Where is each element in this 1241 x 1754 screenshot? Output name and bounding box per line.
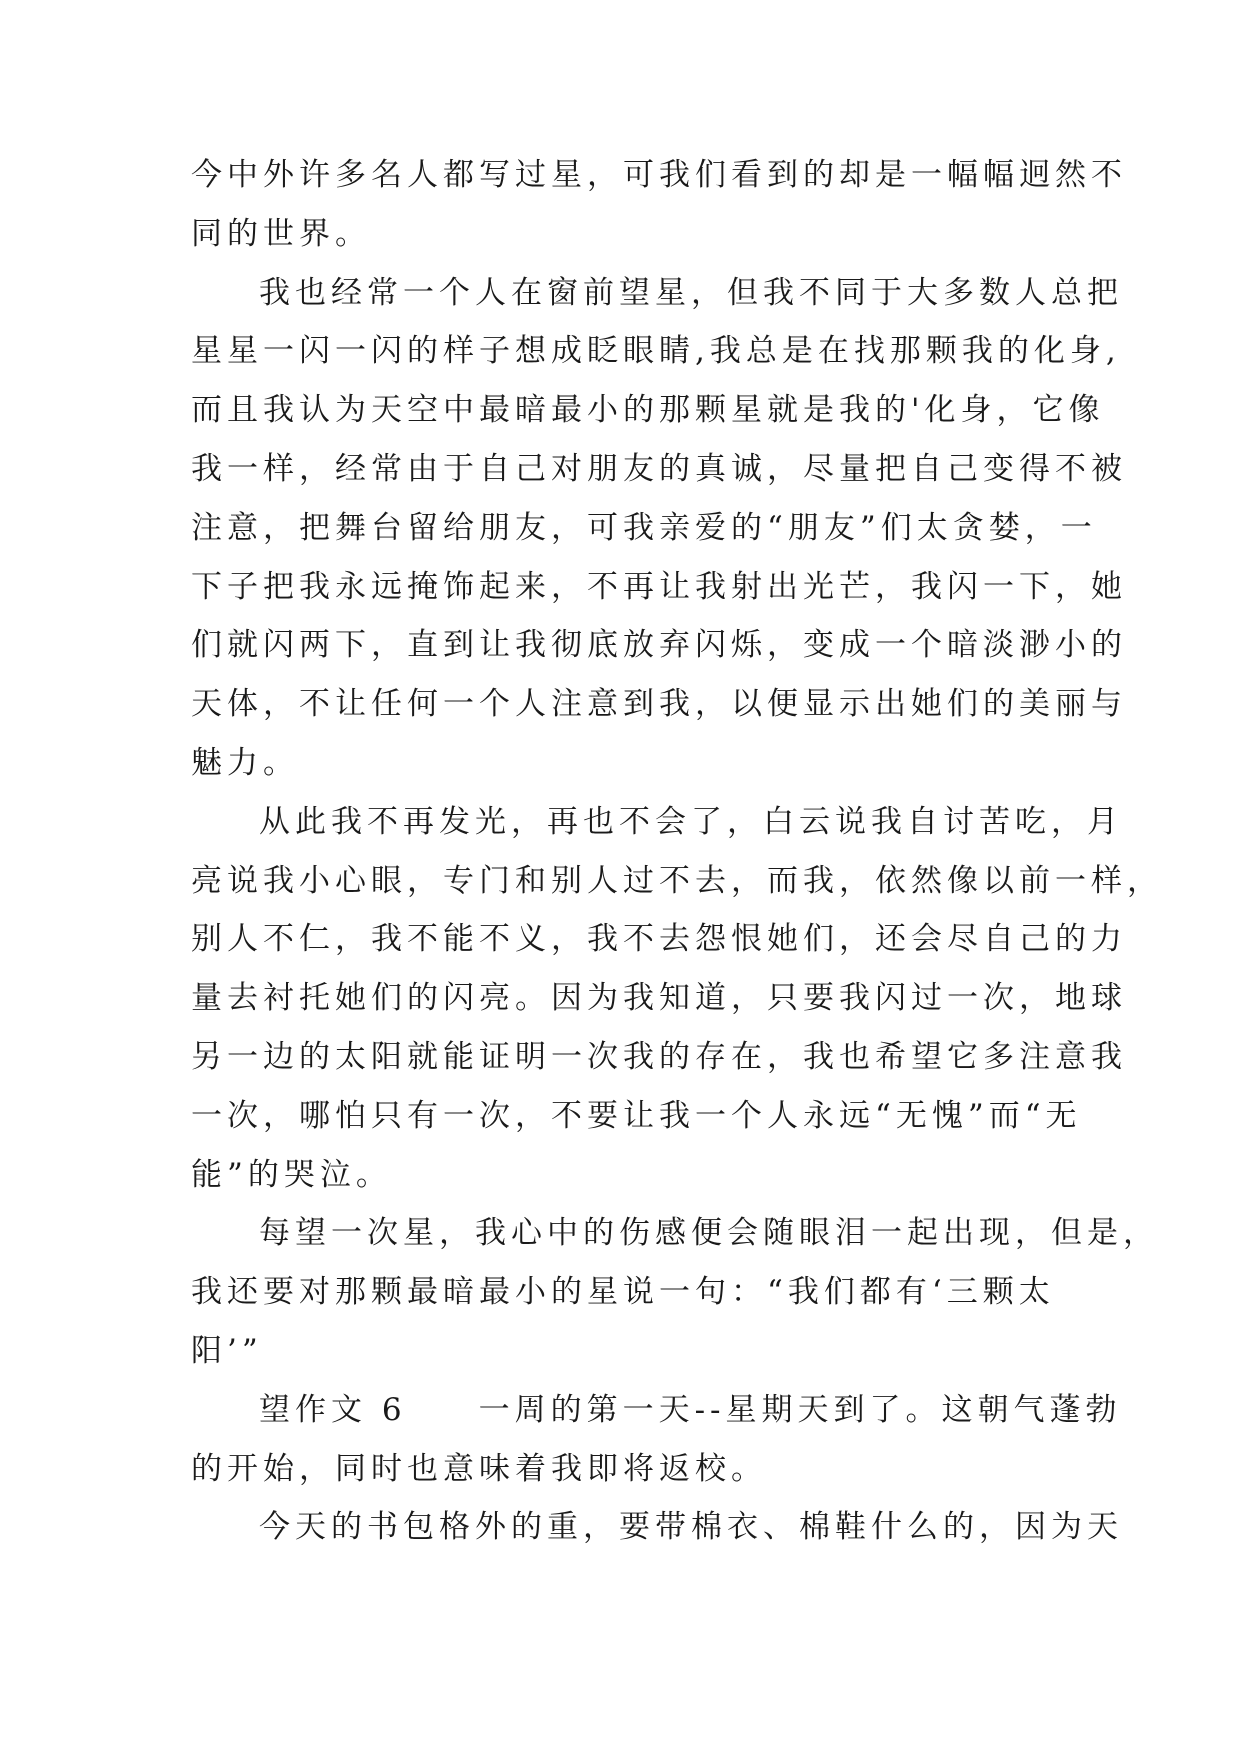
text-line: 望作文 6 一周的第一天--星期天到了。这朝气蓬勃 (259, 1391, 1122, 1428)
text-line: 阳’” (191, 1332, 263, 1369)
text-line: 的开始，同时也意味着我即将返校。 (191, 1450, 767, 1487)
paragraph (191, 1204, 1159, 1380)
paragraph (191, 264, 1127, 793)
text-line: 魅力。 (191, 744, 299, 781)
paragraph (191, 146, 1127, 264)
text-line: 每望一次星，我心中的伤感便会随眼泪一起出现，但是， (259, 1215, 1159, 1252)
text-line: 从此我不再发光，再也不会了，白云说我自讨苦吃，月 (259, 803, 1123, 840)
paragraph (191, 1381, 1122, 1499)
text-line: 今天的书包格外的重，要带棉衣、棉鞋什么的，因为天 (259, 1509, 1123, 1546)
paragraph (191, 793, 1163, 1205)
essay-body (191, 146, 1163, 1557)
text-line: 一次，哪怕只有一次，不要让我一个人永远“无愧”而“无 (191, 1097, 1082, 1134)
text-line: 注意，把舞台留给朋友，可我亲爱的“朋友”们太贪婪，一 (191, 509, 1097, 546)
text-line: 量去衬托她们的闪亮。因为我知道，只要我闪过一次，地球 (191, 980, 1127, 1017)
text-line: 别人不仁，我不能不义，我不去怨恨她们，还会尽自己的力 (191, 921, 1127, 958)
text-line: 们就闪两下，直到让我彻底放弃闪烁，变成一个暗淡渺小的 (191, 627, 1127, 664)
text-line: 下子把我永远掩饰起来，不再让我射出光芒，我闪一下，她 (191, 568, 1127, 605)
text-line: 天体，不让任何一个人注意到我，以便显示出她们的美丽与 (191, 686, 1127, 723)
text-line: 能”的哭泣。 (191, 1156, 392, 1193)
text-line: 我一样，经常由于自己对朋友的真诚，尽量把自己变得不被 (191, 450, 1127, 487)
text-line: 另一边的太阳就能证明一次我的存在，我也希望它多注意我 (191, 1038, 1127, 1075)
text-line: 我还要对那颗最暗最小的星说一句：“我们都有‘三颗太 (191, 1274, 1055, 1311)
text-line: 而且我认为天空中最暗最小的那颗星就是我的'化身，它像 (191, 392, 1105, 429)
text-line: 今中外许多名人都写过星，可我们看到的却是一幅幅迥然不 (191, 157, 1127, 193)
text-line: 同的世界。 (191, 215, 371, 252)
text-line: 星星一闪一闪的样子想成眨眼睛,我总是在找那颗我的化身, (191, 333, 1121, 370)
paragraph (191, 1498, 1123, 1557)
text-line: 亮说我小心眼，专门和别人过不去，而我，依然像以前一样， (191, 862, 1163, 899)
text-line: 我也经常一个人在窗前望星，但我不同于大多数人总把 (259, 274, 1123, 311)
